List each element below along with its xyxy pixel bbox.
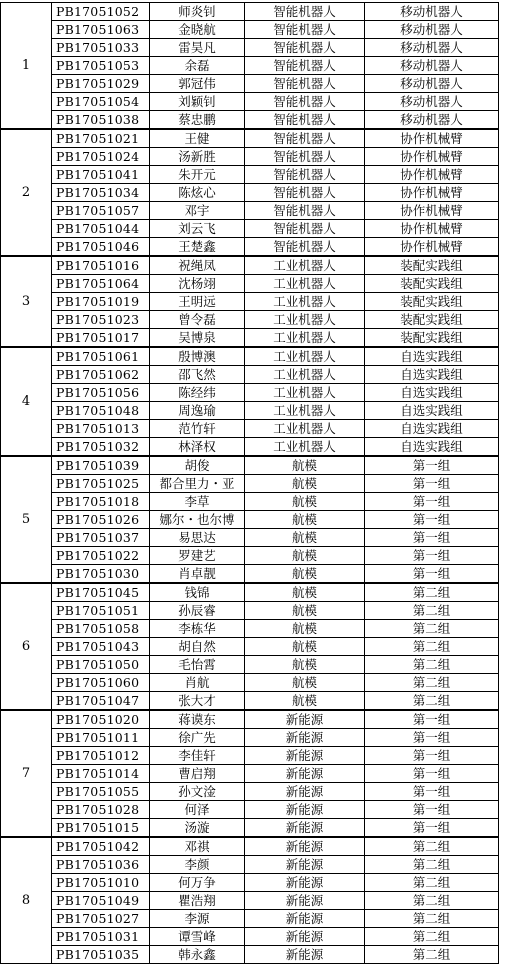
subgroup-cell: 移动机器人	[365, 57, 499, 75]
student-name-cell: 李佳轩	[150, 747, 245, 765]
student-name-cell: 王楚鑫	[150, 238, 245, 257]
student-name-cell: 汤漩	[150, 819, 245, 838]
student-id-cell: PB17051052	[52, 3, 150, 21]
table-row	[1, 638, 499, 656]
subgroup-cell: 协作机械臂	[365, 238, 499, 257]
student-name-cell: 张大才	[150, 692, 245, 711]
table-row	[1, 493, 499, 511]
table-row	[1, 111, 499, 130]
table-row	[1, 202, 499, 220]
student-id-cell: PB17051012	[52, 747, 150, 765]
project-cell: 工业机器人	[245, 275, 365, 293]
table-row	[1, 874, 499, 892]
subgroup-cell: 自选实践组	[365, 402, 499, 420]
project-cell: 智能机器人	[245, 166, 365, 184]
student-name-cell: 易思达	[150, 529, 245, 547]
subgroup-cell: 第一组	[365, 710, 499, 729]
table-row	[1, 129, 499, 148]
project-cell: 智能机器人	[245, 184, 365, 202]
student-name-cell: 孙辰睿	[150, 602, 245, 620]
subgroup-cell: 协作机械臂	[365, 220, 499, 238]
student-id-cell: PB17051046	[52, 238, 150, 257]
project-cell: 新能源	[245, 783, 365, 801]
student-id-cell: PB17051049	[52, 892, 150, 910]
subgroup-cell: 移动机器人	[365, 93, 499, 111]
student-id-cell: PB17051055	[52, 783, 150, 801]
student-name-cell: 李源	[150, 910, 245, 928]
student-name-cell: 朱开元	[150, 166, 245, 184]
project-cell: 智能机器人	[245, 129, 365, 148]
table-row	[1, 456, 499, 475]
student-name-cell: 余磊	[150, 57, 245, 75]
subgroup-cell: 移动机器人	[365, 75, 499, 93]
table-row	[1, 783, 499, 801]
student-name-cell: 胡俊	[150, 456, 245, 475]
student-id-cell: PB17051044	[52, 220, 150, 238]
student-id-cell: PB17051027	[52, 910, 150, 928]
roster-body	[1, 3, 499, 964]
student-id-cell: PB17051029	[52, 75, 150, 93]
subgroup-cell: 装配实践组	[365, 256, 499, 275]
table-row	[1, 729, 499, 747]
table-row	[1, 256, 499, 275]
subgroup-cell: 第二组	[365, 602, 499, 620]
project-cell: 新能源	[245, 729, 365, 747]
student-name-cell: 娜尔・也尔博	[150, 511, 245, 529]
student-name-cell: 李颜	[150, 856, 245, 874]
student-name-cell: 金晓航	[150, 21, 245, 39]
group-number-cell: 5	[1, 456, 52, 583]
student-name-cell: 陈经纬	[150, 384, 245, 402]
project-cell: 航模	[245, 475, 365, 493]
student-id-cell: PB17051013	[52, 420, 150, 438]
table-row	[1, 184, 499, 202]
table-row	[1, 511, 499, 529]
table-row	[1, 366, 499, 384]
project-cell: 航模	[245, 511, 365, 529]
student-id-cell: PB17051056	[52, 384, 150, 402]
student-name-cell: 何万争	[150, 874, 245, 892]
subgroup-cell: 第二组	[365, 892, 499, 910]
student-id-cell: PB17051033	[52, 39, 150, 57]
subgroup-cell: 第一组	[365, 456, 499, 475]
student-name-cell: 刘云飞	[150, 220, 245, 238]
group-number-cell: 1	[1, 3, 52, 130]
subgroup-cell: 移动机器人	[365, 21, 499, 39]
table-row	[1, 801, 499, 819]
table-row	[1, 3, 499, 21]
subgroup-cell: 第一组	[365, 765, 499, 783]
project-cell: 智能机器人	[245, 93, 365, 111]
table-row	[1, 674, 499, 692]
student-id-cell: PB17051048	[52, 402, 150, 420]
project-cell: 航模	[245, 565, 365, 584]
table-row	[1, 620, 499, 638]
subgroup-cell: 第一组	[365, 475, 499, 493]
student-name-cell: 邓祺	[150, 837, 245, 856]
table-row	[1, 93, 499, 111]
project-cell: 航模	[245, 456, 365, 475]
table-row	[1, 583, 499, 602]
project-cell: 航模	[245, 620, 365, 638]
subgroup-cell: 第一组	[365, 547, 499, 565]
student-id-cell: PB17051014	[52, 765, 150, 783]
table-row	[1, 148, 499, 166]
project-cell: 新能源	[245, 856, 365, 874]
student-name-cell: 郭冠伟	[150, 75, 245, 93]
student-name-cell: 谭雪峰	[150, 928, 245, 946]
student-id-cell: PB17051038	[52, 111, 150, 130]
subgroup-cell: 第一组	[365, 565, 499, 584]
project-cell: 新能源	[245, 928, 365, 946]
table-row	[1, 275, 499, 293]
project-cell: 新能源	[245, 892, 365, 910]
project-cell: 航模	[245, 493, 365, 511]
table-row	[1, 166, 499, 184]
project-cell: 航模	[245, 638, 365, 656]
group-number-cell: 7	[1, 710, 52, 837]
subgroup-cell: 第一组	[365, 819, 499, 838]
table-row	[1, 602, 499, 620]
student-id-cell: PB17051051	[52, 602, 150, 620]
student-id-cell: PB17051011	[52, 729, 150, 747]
student-id-cell: PB17051060	[52, 674, 150, 692]
subgroup-cell: 移动机器人	[365, 3, 499, 21]
subgroup-cell: 第二组	[365, 638, 499, 656]
student-id-cell: PB17051043	[52, 638, 150, 656]
student-name-cell: 吴博泉	[150, 329, 245, 348]
student-id-cell: PB17051025	[52, 475, 150, 493]
table-row	[1, 710, 499, 729]
table-row	[1, 57, 499, 75]
table-row	[1, 565, 499, 584]
student-name-cell: 肖航	[150, 674, 245, 692]
table-row	[1, 910, 499, 928]
subgroup-cell: 自选实践组	[365, 438, 499, 457]
student-id-cell: PB17051016	[52, 256, 150, 275]
student-id-cell: PB17051058	[52, 620, 150, 638]
project-cell: 新能源	[245, 837, 365, 856]
project-cell: 工业机器人	[245, 402, 365, 420]
subgroup-cell: 装配实践组	[365, 293, 499, 311]
student-name-cell: 沈杨翊	[150, 275, 245, 293]
table-row	[1, 547, 499, 565]
project-cell: 航模	[245, 692, 365, 711]
student-id-cell: PB17051064	[52, 275, 150, 293]
project-cell: 航模	[245, 529, 365, 547]
student-name-cell: 汤新胜	[150, 148, 245, 166]
project-cell: 智能机器人	[245, 148, 365, 166]
table-row	[1, 529, 499, 547]
project-cell: 工业机器人	[245, 329, 365, 348]
subgroup-cell: 第一组	[365, 493, 499, 511]
project-cell: 新能源	[245, 874, 365, 892]
student-name-cell: 曾令磊	[150, 311, 245, 329]
subgroup-cell: 协作机械臂	[365, 184, 499, 202]
table-row	[1, 837, 499, 856]
subgroup-cell: 第一组	[365, 529, 499, 547]
student-id-cell: PB17051063	[52, 21, 150, 39]
table-row	[1, 220, 499, 238]
table-row	[1, 420, 499, 438]
student-id-cell: PB17051034	[52, 184, 150, 202]
student-name-cell: 雷昊凡	[150, 39, 245, 57]
student-name-cell: 殷博澳	[150, 347, 245, 366]
subgroup-cell: 协作机械臂	[365, 202, 499, 220]
student-name-cell: 曹启翔	[150, 765, 245, 783]
project-cell: 智能机器人	[245, 21, 365, 39]
student-id-cell: PB17051061	[52, 347, 150, 366]
group-number-cell: 3	[1, 256, 52, 347]
student-id-cell: PB17051020	[52, 710, 150, 729]
student-id-cell: PB17051024	[52, 148, 150, 166]
student-name-cell: 林泽权	[150, 438, 245, 457]
project-cell: 工业机器人	[245, 311, 365, 329]
subgroup-cell: 第一组	[365, 729, 499, 747]
table-row	[1, 347, 499, 366]
group-number-cell: 2	[1, 129, 52, 256]
student-name-cell: 陈炫心	[150, 184, 245, 202]
table-row	[1, 438, 499, 457]
subgroup-cell: 第一组	[365, 511, 499, 529]
student-id-cell: PB17051036	[52, 856, 150, 874]
table-row	[1, 21, 499, 39]
subgroup-cell: 协作机械臂	[365, 129, 499, 148]
project-cell: 新能源	[245, 910, 365, 928]
project-cell: 新能源	[245, 801, 365, 819]
student-id-cell: PB17051030	[52, 565, 150, 584]
table-row	[1, 946, 499, 964]
student-name-cell: 祝绳凤	[150, 256, 245, 275]
subgroup-cell: 第二组	[365, 910, 499, 928]
subgroup-cell: 第二组	[365, 692, 499, 711]
project-cell: 新能源	[245, 946, 365, 964]
subgroup-cell: 第二组	[365, 674, 499, 692]
student-name-cell: 蔡忠鹏	[150, 111, 245, 130]
student-id-cell: PB17051045	[52, 583, 150, 602]
student-id-cell: PB17051031	[52, 928, 150, 946]
subgroup-cell: 第二组	[365, 874, 499, 892]
subgroup-cell: 第二组	[365, 856, 499, 874]
table-row	[1, 329, 499, 348]
table-row	[1, 747, 499, 765]
project-cell: 工业机器人	[245, 438, 365, 457]
subgroup-cell: 第二组	[365, 837, 499, 856]
student-id-cell: PB17051057	[52, 202, 150, 220]
table-row	[1, 39, 499, 57]
project-cell: 航模	[245, 602, 365, 620]
student-id-cell: PB17051021	[52, 129, 150, 148]
project-cell: 工业机器人	[245, 256, 365, 275]
student-name-cell: 李栋华	[150, 620, 245, 638]
subgroup-cell: 协作机械臂	[365, 166, 499, 184]
student-name-cell: 都合里力・亚	[150, 475, 245, 493]
table-row	[1, 384, 499, 402]
project-cell: 航模	[245, 583, 365, 602]
subgroup-cell: 自选实践组	[365, 366, 499, 384]
student-name-cell: 徐广先	[150, 729, 245, 747]
student-id-cell: PB17051062	[52, 366, 150, 384]
student-name-cell: 邓宇	[150, 202, 245, 220]
student-id-cell: PB17051023	[52, 311, 150, 329]
student-id-cell: PB17051032	[52, 438, 150, 457]
student-name-cell: 蒋谟东	[150, 710, 245, 729]
project-cell: 新能源	[245, 765, 365, 783]
project-cell: 智能机器人	[245, 202, 365, 220]
project-cell: 智能机器人	[245, 3, 365, 21]
subgroup-cell: 装配实践组	[365, 311, 499, 329]
student-name-cell: 肖卓靓	[150, 565, 245, 584]
subgroup-cell: 第二组	[365, 656, 499, 674]
table-row	[1, 856, 499, 874]
student-name-cell: 邵飞然	[150, 366, 245, 384]
project-cell: 工业机器人	[245, 366, 365, 384]
table-row	[1, 402, 499, 420]
student-name-cell: 周逸瑜	[150, 402, 245, 420]
student-id-cell: PB17051019	[52, 293, 150, 311]
project-cell: 航模	[245, 656, 365, 674]
table-row	[1, 819, 499, 838]
project-cell: 新能源	[245, 819, 365, 838]
subgroup-cell: 第二组	[365, 946, 499, 964]
student-name-cell: 孙文淦	[150, 783, 245, 801]
project-cell: 新能源	[245, 710, 365, 729]
student-id-cell: PB17051047	[52, 692, 150, 711]
student-id-cell: PB17051022	[52, 547, 150, 565]
student-id-cell: PB17051028	[52, 801, 150, 819]
student-id-cell: PB17051017	[52, 329, 150, 348]
student-name-cell: 师炎钊	[150, 3, 245, 21]
subgroup-cell: 第二组	[365, 928, 499, 946]
student-id-cell: PB17051035	[52, 946, 150, 964]
student-id-cell: PB17051026	[52, 511, 150, 529]
subgroup-cell: 自选实践组	[365, 347, 499, 366]
subgroup-cell: 装配实践组	[365, 329, 499, 348]
subgroup-cell: 自选实践组	[365, 420, 499, 438]
table-row	[1, 892, 499, 910]
student-name-cell: 毛怡霄	[150, 656, 245, 674]
table-row	[1, 238, 499, 257]
subgroup-cell: 第二组	[365, 583, 499, 602]
table-row	[1, 311, 499, 329]
subgroup-cell: 第一组	[365, 801, 499, 819]
student-name-cell: 王健	[150, 129, 245, 148]
student-id-cell: PB17051054	[52, 93, 150, 111]
student-id-cell: PB17051041	[52, 166, 150, 184]
student-name-cell: 王明远	[150, 293, 245, 311]
project-cell: 工业机器人	[245, 420, 365, 438]
table-row	[1, 765, 499, 783]
table-row	[1, 656, 499, 674]
project-cell: 工业机器人	[245, 347, 365, 366]
project-cell: 工业机器人	[245, 384, 365, 402]
project-cell: 工业机器人	[245, 293, 365, 311]
table-row	[1, 293, 499, 311]
student-id-cell: PB17051015	[52, 819, 150, 838]
project-cell: 航模	[245, 674, 365, 692]
student-id-cell: PB17051053	[52, 57, 150, 75]
group-number-cell: 6	[1, 583, 52, 710]
table-row	[1, 475, 499, 493]
project-cell: 智能机器人	[245, 111, 365, 130]
student-id-cell: PB17051039	[52, 456, 150, 475]
student-id-cell: PB17051037	[52, 529, 150, 547]
student-name-cell: 李草	[150, 493, 245, 511]
student-id-cell: PB17051010	[52, 874, 150, 892]
group-number-cell: 4	[1, 347, 52, 456]
student-id-cell: PB17051042	[52, 837, 150, 856]
project-cell: 智能机器人	[245, 39, 365, 57]
subgroup-cell: 自选实践组	[365, 384, 499, 402]
student-name-cell: 瞿浩翔	[150, 892, 245, 910]
subgroup-cell: 移动机器人	[365, 111, 499, 130]
student-name-cell: 韩永鑫	[150, 946, 245, 964]
subgroup-cell: 第一组	[365, 747, 499, 765]
project-cell: 智能机器人	[245, 57, 365, 75]
table-row	[1, 75, 499, 93]
student-name-cell: 胡自然	[150, 638, 245, 656]
student-id-cell: PB17051050	[52, 656, 150, 674]
group-number-cell: 8	[1, 837, 52, 964]
student-name-cell: 范竹轩	[150, 420, 245, 438]
subgroup-cell: 第二组	[365, 620, 499, 638]
subgroup-cell: 第一组	[365, 783, 499, 801]
subgroup-cell: 装配实践组	[365, 275, 499, 293]
student-id-cell: PB17051018	[52, 493, 150, 511]
student-name-cell: 钱锦	[150, 583, 245, 602]
project-cell: 智能机器人	[245, 220, 365, 238]
group-roster-table	[0, 2, 499, 964]
project-cell: 航模	[245, 547, 365, 565]
student-name-cell: 罗建艺	[150, 547, 245, 565]
student-name-cell: 刘颖钊	[150, 93, 245, 111]
subgroup-cell: 移动机器人	[365, 39, 499, 57]
subgroup-cell: 协作机械臂	[365, 148, 499, 166]
student-name-cell: 何泽	[150, 801, 245, 819]
project-cell: 新能源	[245, 747, 365, 765]
table-row	[1, 928, 499, 946]
project-cell: 智能机器人	[245, 238, 365, 257]
table-row	[1, 692, 499, 711]
project-cell: 智能机器人	[245, 75, 365, 93]
